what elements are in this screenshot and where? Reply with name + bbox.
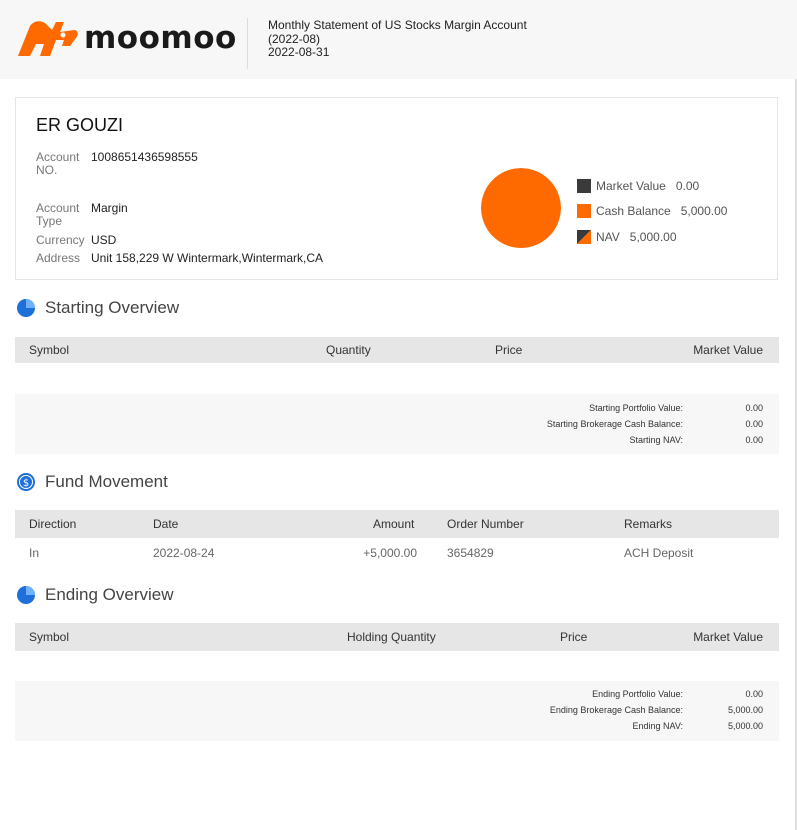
summary-line: Starting Brokerage Cash Balance: 0.00 [546, 419, 763, 429]
account-type-value: Margin [91, 201, 128, 215]
col-amount: Amount [373, 517, 415, 531]
statement-header [0, 0, 797, 79]
allocation-pie-chart [481, 168, 561, 248]
ending-overview-table-header [15, 623, 779, 651]
legend-market-value [577, 179, 699, 193]
col-holding-quantity: Holding Quantity [347, 630, 436, 644]
pie-section-icon [16, 298, 36, 318]
account-type-row [36, 202, 128, 228]
statement-info [268, 19, 527, 60]
currency-label: Currency [36, 233, 85, 247]
starting-summary [15, 394, 779, 454]
moomoo-logo [16, 18, 237, 58]
nav-swatch [577, 230, 591, 244]
address-value: Unit 158,229 W Wintermark,Wintermark,CA [91, 251, 324, 265]
brand-name: moomoo [84, 20, 237, 56]
currency-value: USD [91, 233, 117, 247]
col-order-number: Order Number [447, 517, 524, 531]
ending-overview-heading: Ending Overview [16, 585, 174, 605]
svg-text:$: $ [22, 478, 30, 489]
col-price: Price [495, 343, 523, 357]
fund-movement-heading: $ Fund Movement [16, 472, 168, 492]
nav-amount: 5,000.00 [629, 230, 677, 244]
dollar-icon [16, 472, 36, 492]
statement-period: (2022-08) [268, 31, 321, 46]
market-value-swatch [577, 179, 591, 193]
pie-section-icon [16, 585, 36, 605]
row-amount: +5,000.00 [363, 546, 417, 560]
col-direction: Direction [29, 517, 77, 531]
summary-line: Starting Portfolio Value: 0.00 [589, 403, 763, 413]
account-holder-name: ER GOUZI [36, 115, 124, 135]
cash-balance-label: Cash Balance [596, 204, 671, 218]
nav-label: NAV [596, 230, 620, 244]
col-date: Date [153, 517, 179, 531]
moomoo-bull-icon [16, 18, 80, 58]
account-number-value: 1008651436598555 [91, 150, 198, 164]
summary-line: Ending NAV: 5,000.00 [632, 721, 763, 731]
currency-row [36, 234, 116, 247]
starting-overview-heading: Starting Overview [16, 298, 179, 318]
address-label: Address [36, 251, 81, 265]
legend-nav [577, 230, 677, 244]
summary-line: Starting NAV: 0.00 [629, 435, 763, 445]
row-direction: In [29, 546, 40, 560]
row-order-number: 3654829 [447, 546, 494, 560]
header-divider [247, 18, 248, 69]
account-type-label: Account Type [36, 201, 80, 228]
statement-date: 2022-08-31 [268, 45, 330, 59]
cash-balance-swatch [577, 204, 591, 218]
col-symbol: Symbol [29, 630, 70, 644]
col-remarks: Remarks [624, 517, 673, 531]
market-value-amount: 0.00 [675, 179, 700, 193]
col-market-value: Market Value [693, 630, 763, 644]
col-market-value: Market Value [693, 343, 763, 357]
table-row [15, 540, 779, 566]
pie-slice-cash-balance [481, 168, 561, 248]
starting-overview-table-header [15, 337, 779, 363]
summary-line: Ending Brokerage Cash Balance: 5,000.00 [549, 705, 763, 715]
col-price: Price [560, 630, 588, 644]
ending-summary [15, 681, 779, 741]
account-number-row [36, 151, 198, 177]
legend-cash-balance [577, 204, 727, 218]
col-symbol: Symbol [29, 343, 70, 357]
cash-balance-amount: 5,000.00 [680, 204, 728, 218]
market-value-label: Market Value [596, 179, 666, 193]
account-number-label: Account NO. [36, 150, 80, 177]
row-remarks: ACH Deposit [624, 546, 694, 560]
address-row [36, 252, 323, 265]
account-card [15, 97, 778, 280]
statement-title: Monthly Statement of US Stocks Margin Account [268, 18, 527, 32]
summary-line: Ending Portfolio Value: 0.00 [592, 689, 763, 699]
fund-movement-table-header [15, 510, 779, 538]
row-date: 2022-08-24 [153, 546, 215, 560]
col-quantity: Quantity [326, 343, 371, 357]
